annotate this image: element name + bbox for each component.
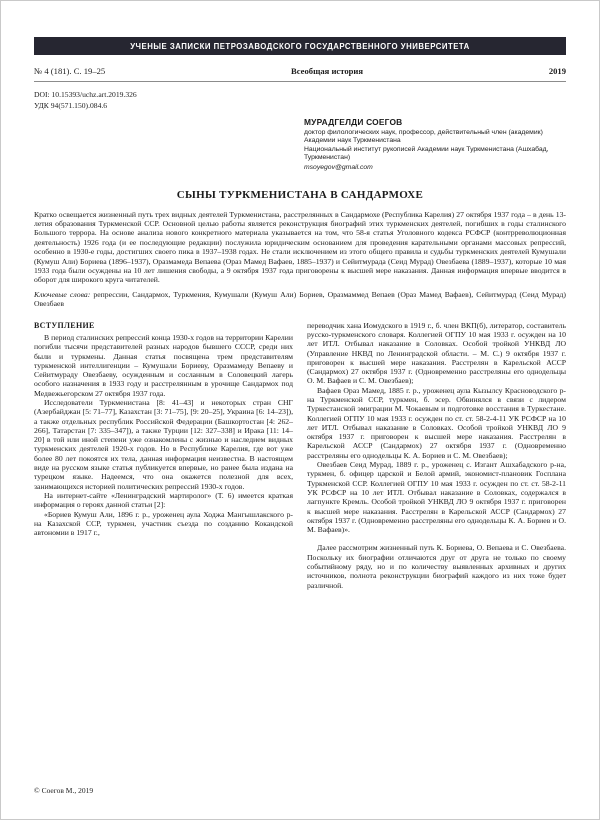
article-meta xyxy=(34,89,566,111)
issue-info: № 4 (181). С. 19–25 xyxy=(34,66,106,76)
paragraph: Далее рассмотрим жизненный путь К. Бориева, О. Вепаева и С. Овезбаева. Поскольку их биографии отличаются друг от друга не только по своему событийному ряду, но и по количеству выявленных архивных и других источников, полнота реконструкции биографий каждого из них тоже будет различной. xyxy=(307,543,566,590)
abstract-text: Кратко освещается жизненный путь трех видных деятелей Туркменистана, расстрелянных в Сандармохе (Республика Карелия) 27 октября 1937 года – в день 13-летия образования Туркменской ССР. Основной целью работы является реконструкция биографий этих туркменских деятелей, погибших в годы сталинского Большого террора. На основе анализа нового конкретного материала указывается на том, что 58-я статья Уголовного кодекса РСФСР (контрреволюционная деятельность) 1926 года (и ее последующие редакции) послужила юридическим основанием для проведения карательными органами массовых репрессий, особенно в 1930-е годы, достигших своего пика в 1937–1938 годах. Не стали исключением из этого общего правила и судьбы туркменских деятелей Кумушали (Кумуш Али) Бориева (1896–1937), Оразмамеда Вепаева (Ораз Мамед Вафаев, 1885–1937) и Сейитмурада (Сеид Мурад) Овезбаева (1889–1937), которые 10 мая 1933 года были осуждены на 10 лет лишения свободы, а 9 октября 1937 года приговорены к высшей мере наказания. Данная информация впервые вводится в оборот для широкого круга читателей. xyxy=(34,209,566,285)
journal-header-bar xyxy=(34,37,566,55)
paragraph: Исследователи Туркменистана [8: 41–43] и некоторых стран СНГ (Азербайджан [5: 71–77], Казахстан [3: 71–75], [9: 20–25], Украина [6: 14–23]), а также отдельных республик Российской Федерации (Башкортостан [4: 262–266], Татарстан [7: 335–347]), а также Турции [12: 327–338] и Ирака [11: 14–20] в той или иной степени уже ознакомлены с жизнью и наследием видных туркменских деятелей 1920-х годов. Но в Республике Карелия, где вот уже более 80 лет покоятся их тела, данная информация неизвестна. В настоящем виде на русском языке статья публикуется впервые, но ранее была издана на турецком языке. Надеемся, что она окажется полезной для всех, занимающихся историей политических репрессий 1930-х годов. xyxy=(34,398,293,491)
author-degrees: доктор филологических наук, профессор, действительный член (академик) Академии наук Туркменистана xyxy=(304,128,543,145)
keywords-line xyxy=(34,290,566,309)
issue-year: 2019 xyxy=(548,66,566,76)
body-columns xyxy=(34,321,566,590)
paragraph: В период сталинских репрессий конца 1930-х годов на территории Карелии погибли тысячи представителей разных народов бывшего СССР, среди них были и туркмены. Данная статья посвящена трем представителям туркменской интеллигенции – Кумушали Бориеву, Оразмамеду Вепаеву и Сейитмураду Овезбаеву, осужденным и сосланным в Соловецкий лагерь особого назначения в 1933 году и расстрелянным в урочище Сандармох под Медвежьегорском 27 октября 1937 года. xyxy=(34,332,293,398)
paragraph-quote: Вафаев Ораз Мамед, 1885 г. р., уроженец аула Кызылсу Красноводского р-на Туркменской ССР, туркмен, б. эсер. Обвинялся в связи с лидером Туркестанской эмиграции М. Чокаевым и подготовке восстания в Туркестане. Коллегией ОГПУ 10 мая 1933 г. осужден по ст. ст. 58-2-4-11 УК РСФСР на 10 лет ИТЛ. Отбывал наказание в Соловках. Особой тройкой УНКВД ЛО 9 октября 1937 г. приговорен к высшей мере наказания. Расстрелян в Карельской АССР (Сандармох) 27 октября 1937 г. (Одновременно расстреляны его однодельцы К. А. Бориев и С. М. Овезбаев); xyxy=(307,385,566,460)
article-title: СЫНЫ ТУРКМЕНИСТАНА В САНДАРМОХЕ xyxy=(176,188,424,201)
section-name: Всеобщая история xyxy=(291,66,363,76)
left-column xyxy=(34,321,293,590)
udc-line: УДК 94(571.150).084.6 xyxy=(34,101,108,110)
intro-heading: ВСТУПЛЕНИЕ xyxy=(34,320,95,330)
paragraph-quote: переводчик хана Иомудского в 1919 г., б. член ВКП(б), литератор, составитель русско-туркменского словаря. Коллегией ОГПУ 10 мая 1933 г. осужден на 10 лет ИТЛ. Отбывал наказание в Соловках. Особой тройкой УНКВД ЛО (Управление НКВД по Ленинградской области. – М. С.) 9 октября 1937 г. приговорен к высшей мере наказания. Расстрелян в Карельской АССР (Сандармох) 27 октября 1937 г. (Одновременно расстреляны его однодельцы О. М. Вафаев и С. М. Овезбаев); xyxy=(307,320,566,386)
author-name: МУРАДГЕЛДИ СОЕГОВ xyxy=(304,117,403,127)
journal-title: УЧЕНЫЕ ЗАПИСКИ ПЕТРОЗАВОДСКОГО ГОСУДАРСТВЕННОГО УНИВЕРСИТЕТА xyxy=(130,42,470,51)
paragraph-quote: Овезбаев Сеид Мурад, 1889 г. р., уроженец с. Изгант Ашхабадского р-на, туркмен, б. офицер царской и Белой армий, экономист-плановик Госплана Туркменской ССР. Коллегией ОГПУ 10 мая 1933 г. осужден по ст. ст. 58-2-11 УК РСФСР на 10 лет ИТЛ. Отбывал наказание в Соловках, содержался в лагпункте Кремль. Особой тройкой УНКВД ЛО 9 октября 1937 г. приговорен к высшей мере наказания. Расстрелян в Карельской АССР (Сандармох) 27 октября 1937 г. (Одновременно расстреляны его однодельцы К. А. Бориев и О. М. Вафаев)». xyxy=(307,460,566,535)
copyright-line: © Соегов М., 2019 xyxy=(34,786,94,795)
author-block xyxy=(304,118,566,173)
paragraph-quote: «Бориев Кумуш Али, 1896 г. р., уроженец аула Ходжа Мангышлакского р-на Казахской ССР, туркмен, участник съезда по созданию Кокандской автономии в 1917 г., xyxy=(34,509,293,538)
keywords-text: репрессии, Сандармох, Туркмения, Кумушали (Кумуш Али) Бориев, Оразмаммед Вепаев (Ораз Мамед Вафаев), Сейитмурад (Сеид Мурад) Овезбаев xyxy=(34,289,566,309)
author-email-link[interactable]: msoyegov@gmail.com xyxy=(304,163,373,171)
paragraph: На интернет-сайте «Ленинградский мартиролог» (Т. 6) имеется краткая информация о героях данной статьи [2]: xyxy=(34,490,293,510)
keywords-label: Ключевые слова: xyxy=(34,289,91,299)
right-column xyxy=(307,321,566,590)
author-institution: Национальный институт рукописей Академии наук Туркменистана (Ашхабад, Туркменистан) xyxy=(304,145,549,162)
issue-row xyxy=(34,66,566,82)
doi-line: DOI: 10.15393/uchz.art.2019.326 xyxy=(34,90,137,99)
